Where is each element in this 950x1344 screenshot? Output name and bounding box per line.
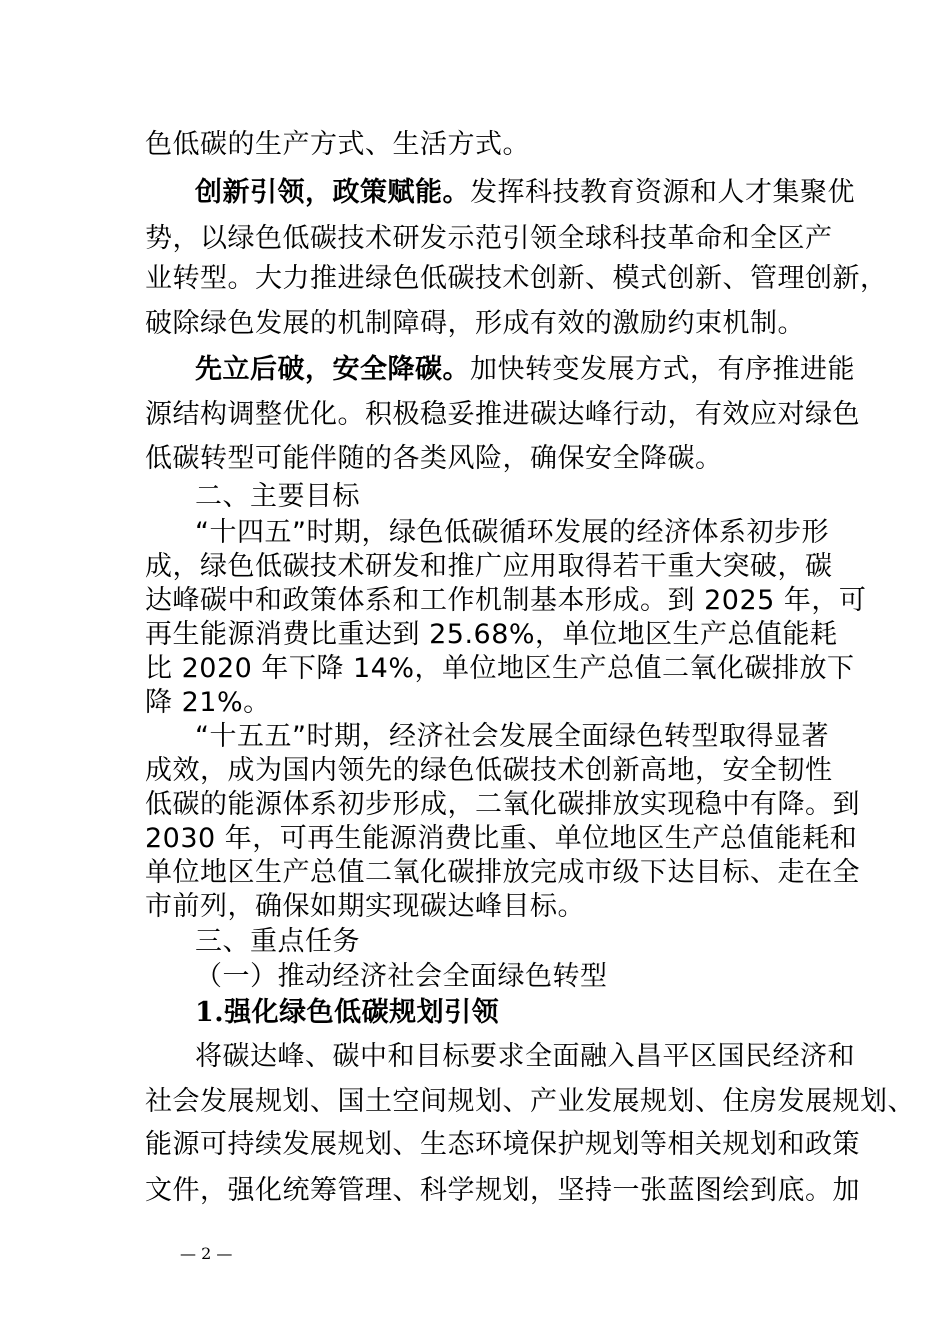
text-line: 2030 年，可再生能源消费比重、单位地区生产总值能耗和	[145, 823, 858, 854]
text-line: 成，绿色低碳技术研发和推广应用取得若干重大突破，碳	[145, 551, 833, 582]
section-heading-key-tasks: 三、重点任务	[195, 926, 360, 957]
text-line: 文件，强化统筹管理、科学规划，坚持一张蓝图绘到底。加	[145, 1175, 860, 1206]
text-line: 能源可持续发展规划、生态环境保护规划等相关规划和政策	[145, 1129, 860, 1160]
text-line: 达峰碳中和政策体系和工作机制基本形成。到 2025 年，可	[145, 585, 867, 616]
text-line: 再生能源消费比重达到 25.68%，单位地区生产总值能耗	[145, 619, 838, 650]
text-line: 低碳的能源体系初步形成，二氧化碳排放实现稳中有降。到	[145, 789, 860, 820]
text-line: 破除绿色发展的机制障碍，形成有效的激励约束机制。	[145, 308, 805, 339]
text-line: 市前列，确保如期实现碳达峰目标。	[145, 891, 585, 922]
text-line: 降 21%。	[145, 687, 271, 718]
text-line: 社会发展规划、国土空间规划、产业发展规划、住房发展规划、	[145, 1086, 915, 1117]
bold-lead-text: 创新引领，政策赋能。	[195, 177, 470, 208]
text-line: 单位地区生产总值二氧化碳排放完成市级下达目标、走在全	[145, 857, 860, 888]
paragraph-planning: 将碳达峰、碳中和目标要求全面融入昌平区国民经济和	[195, 1041, 855, 1072]
section-heading-main-goals: 二、主要目标	[195, 481, 360, 512]
text-line: 业转型。大力推进绿色低碳技术创新、模式创新、管理创新，	[145, 263, 888, 294]
bold-lead-text: 先立后破，安全降碳。	[195, 354, 470, 385]
item-heading: 1.强化绿色低碳规划引领	[195, 997, 500, 1028]
page-number: — 2 —	[180, 1244, 233, 1263]
paragraph-15th-five-year: “十五五”时期，经济社会发展全面绿色转型取得显著	[195, 721, 829, 752]
text-line: 色低碳的生产方式、生活方式。	[145, 129, 530, 160]
paragraph-14th-five-year: “十四五”时期，绿色低碳循环发展的经济体系初步形	[195, 517, 829, 548]
text-line: 低碳转型可能伴随的各类风险，确保安全降碳。	[145, 443, 723, 474]
paragraph-safety: 先立后破，安全降碳。加快转变发展方式，有序推进能	[195, 354, 855, 385]
text-line: 成效，成为国内领先的绿色低碳技术创新高地，安全韧性	[145, 755, 833, 786]
text-line: 源结构调整优化。积极稳妥推进碳达峰行动，有效应对绿色	[145, 399, 860, 430]
text-line: 比 2020 年下降 14%，单位地区生产总值二氧化碳排放下	[145, 653, 855, 684]
paragraph-innovation: 创新引领，政策赋能。发挥科技教育资源和人才集聚优	[195, 177, 855, 208]
subsection-heading: （一）推动经济社会全面绿色转型	[195, 961, 608, 992]
text-line: 势，以绿色低碳技术研发示范引领全球科技革命和全区产	[145, 223, 833, 254]
